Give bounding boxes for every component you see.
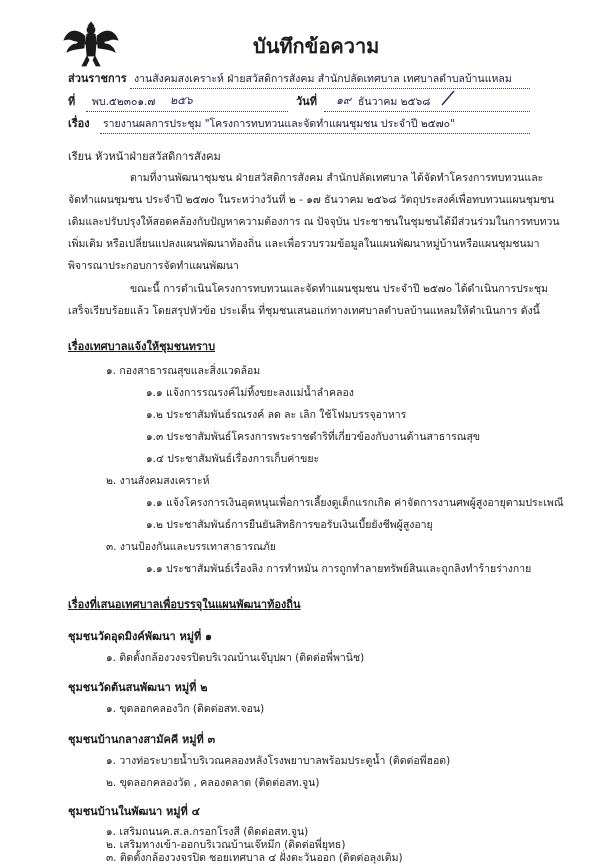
agency-value: งานสังคมสงเคราะห์ ฝ่ายสวัสดิการสังคม สำนักปลัดเทศบาล เทศบาลตำบลบ้านแหลม: [134, 73, 512, 85]
section1-group-1-item-4: ๑.๔ ประชาสัมพันธ์เรื่องการเก็บค่าขยะ: [146, 453, 320, 465]
community-2-name: ชุมชนวัดต้นสนพัฒนา หมู่ที่ ๒: [68, 681, 208, 694]
community-4-name: ชุมชนบ้านในพัฒนา หมู่ที่ ๔: [68, 805, 200, 818]
ref-dotted-line: [86, 111, 288, 112]
section1-group-3-title: ๓. งานป้องกันและบรรเทาสาธารณภัย: [106, 541, 276, 553]
para2-line-2: เสร็จเรียบร้อยแล้ว โดยสรุปหัวข้อ ประเด็น ที่ชุมชนเสนอแก่ทางเทศบาลตำบลบ้านแหลมให้ดำเนินการ ดังนี้: [68, 305, 540, 317]
community-3-item-2: ๒. ขุดลอกคลองวัด , คลองตลาด (ติดต่อสท.จูน): [106, 777, 320, 789]
para1-line-4: เพิ่มเติม หรือเปลี่ยนแปลงแผนพัฒนาท้องถิ่น และเพื่อรวบรวมข้อมูลในแผนพัฒนาหมู่บ้านหรือแผนชุมชนมา: [68, 238, 540, 250]
section1-group-1-title: ๑. กองสาธารณสุขและสิ่งแวดล้อม: [106, 365, 261, 377]
community-2-item-1: ๑. ขุดลอกคลองวิก (ติดต่อสท.จอน): [106, 703, 265, 715]
para1-line-1: ตามที่งานพัฒนาชุมชน ฝ่ายสวัสดิการสังคม สำนักปลัดเทศบาล ได้จัดทำโครงการทบทวนและ: [130, 172, 544, 184]
community-3-name: ชุมชนบ้านกลางสามัคคี หมู่ที่ ๓: [68, 733, 216, 746]
section1-group-1-item-2: ๑.๒ ประชาสัมพันธ์รณรงค์ ลด ละ เลิก ใช้โฟมบรรจุอาหาร: [146, 409, 407, 421]
ref-label: ที่: [68, 95, 76, 108]
section1-group-3-item-1: ๑.๑ ประชาสัมพันธ์เรื่องลิง การทำหมัน การถูกทำลายทรัพย์สินและถูกลิงทำร้ายร่างกาย: [146, 563, 532, 575]
ref-number-handwritten: ๒๕๖: [170, 94, 193, 107]
date-day-handwritten: ๑๙: [336, 94, 352, 107]
garuda-emblem-icon: [62, 18, 120, 70]
section1-group-1-item-3: ๑.๓ ประชาสัมพันธ์โครงการพระราชดำริที่เกี่ยวข้องกับงานด้านสาธารณสุข: [146, 431, 481, 443]
para1-line-3: เดิมและปรับปรุงให้สอดคล้องกับปัญหาความต้องการ ณ ปัจจุบัน ประชาชนในชุมชนได้มีส่วนร่วมในการทบทวน: [68, 216, 560, 228]
section1-heading: เรื่องเทศบาลแจ้งให้ชุมชนทราบ: [68, 340, 216, 353]
handwritten-slash-mark-icon: [440, 89, 456, 107]
community-1-item-1: ๑. ติดตั้งกล้องวงจรปิดบริเวณบ้านเจ๊บุปผา (ติดต่อพี่พานิช): [106, 652, 365, 664]
community-1-name: ชุมชนวัดอุดมิงค์พัฒนา หมู่ที่ ๑: [68, 630, 213, 643]
subject-value: รายงานผลการประชุม "โครงการทบทวนและจัดทำแผนชุมชน ประจำปี ๒๕๗๐": [103, 118, 455, 130]
para1-line-5: พิจารณาประกอบการจัดทำแผนพัฒนา: [68, 260, 239, 272]
date-value: ธันวาคม ๒๕๖๘: [358, 96, 431, 108]
memo-title: บันทึกข้อความ: [253, 34, 380, 58]
agency-dotted-line: [130, 88, 530, 89]
date-dotted-line: [324, 111, 530, 112]
subject-dotted-line: [100, 133, 530, 134]
section1-group-2-item-2: ๑.๒ ประชาสัมพันธ์การยืนยันสิทธิการขอรับเงินเบี้ยยังชีพผู้สูงอายุ: [146, 519, 433, 531]
para2-line-1: ขณะนี้ การดำเนินโครงการทบทวนและจัดทำแผนชุมชน ประจำปี ๒๕๗๐ ได้ดำเนินการประชุม: [130, 283, 549, 295]
section2-heading: เรื่องที่เสนอเทศบาลเพื่อบรรจุในแผนพัฒนาท้องถิ่น: [68, 598, 301, 611]
community-4-item-2: ๒. เสริมทางเข้า-ออกบริเวณบ้านเจ๊หมึก (ติดต่อพี่ยุทธ): [106, 839, 346, 851]
para1-line-2: จัดทำแผนชุมชน ประจำปี ๒๕๗๐ ในระหว่างวันที่ ๒ - ๑๗ ธันวาคม ๒๕๖๘ วัตถุประสงค์เพื่อทบทวนแผนชุมชน: [68, 194, 555, 206]
section1-group-2-item-1: ๑.๑ แจ้งโครงการเงินอุดหนุนเพื่อการเลี้ยงดูเด็กแรกเกิด ค่าจัดการงานศพผู้สูงอายุตามประเพณี: [146, 497, 564, 509]
salutation: เรียน หัวหน้าฝ่ายสวัสดิการสังคม: [68, 150, 221, 163]
community-4-item-3: ๓. ติดตั้งกล้องวงจรปิด ซอยเทศบาล ๔ ฝั่งตะวันออก (ติดต่อลุงเติม): [106, 852, 403, 864]
subject-label: เรื่อง: [68, 117, 90, 130]
section1-group-1-item-1: ๑.๑ แจ้งการรณรงค์ไม่ทิ้งขยะลงแม่น้ำลำคลอง: [146, 387, 354, 399]
date-label: วันที่: [296, 95, 317, 108]
section1-group-2-title: ๒. งานสังคมสงเคราะห์: [106, 475, 210, 487]
ref-value: พบ.๕๒๓๐๑.๗: [92, 96, 156, 108]
agency-label: ส่วนราชการ: [68, 72, 127, 85]
community-4-item-1: ๑. เสริมถนนค.ส.ล.กรอกโรงสี (ติดต่อสท.จูน): [106, 826, 309, 838]
community-3-item-1: ๑. วางท่อระบายน้ำบริเวณคลองหลังโรงพยาบาลพร้อมประตูน้ำ (ติดต่อพี่ฮอต): [106, 755, 451, 767]
